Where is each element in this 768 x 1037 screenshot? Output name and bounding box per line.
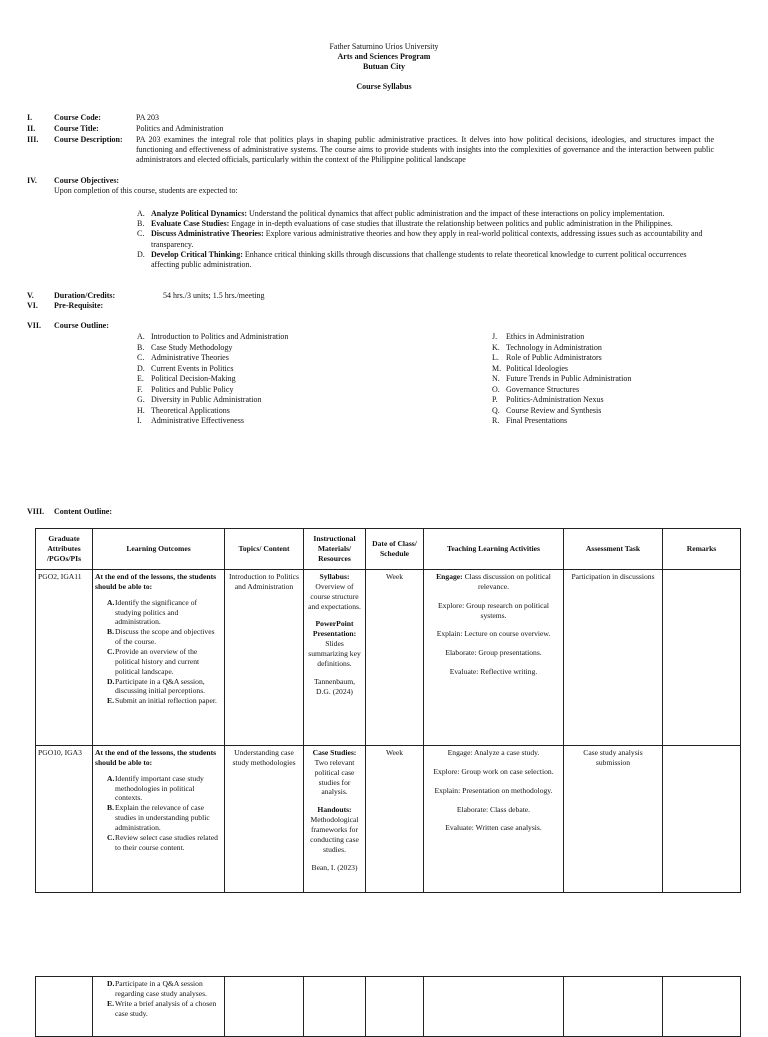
objective-item: C. Discuss Administrative Theories: Explore various administrative theories and how they apply in real-world political contexts, addressing issues such as accountability and transparency. <box>137 229 703 249</box>
objective-item: A. Analyze Political Dynamics: Understand the political dynamics that affect public administration and the impact of these interactions on policy implementation. <box>137 209 665 218</box>
list-item: A. Identify important case study methodologies in political contexts. <box>107 773 204 803</box>
topic-cell: Understanding case study methodologies <box>225 746 304 893</box>
activities-cell: Engage: Analyze a case study. Explore: Group work on case selection. Explain: Presentation on methodology. Elaborate: Class debate. Evaluate: Written case analysis. <box>424 746 564 893</box>
table-row <box>36 746 741 893</box>
activities-cell: Engage: Class discussion on political relevance. Explore: Group research on political systems. Explain: Lecture on course overview. Elaborate: Group presentations. Evaluate: Reflective writing. <box>424 570 564 746</box>
course-objectives-label: Course Objectives: <box>54 176 120 185</box>
schedule-cell: Week <box>366 746 424 893</box>
objectives-list <box>137 209 715 270</box>
outline-item: G. Diversity in Public Administration <box>137 395 262 405</box>
column-header: Assessment Task <box>564 529 663 570</box>
learning-outcomes-list <box>95 979 222 1018</box>
outline-list-right <box>492 332 732 427</box>
outline-item: F. Politics and Public Policy <box>137 384 234 394</box>
course-objectives-intro: Upon completion of this course, students are expected to: <box>54 186 238 195</box>
column-header: Graduate Attributes /PGOs/PIs <box>36 529 93 570</box>
table-header-row <box>36 529 741 570</box>
learning-outcomes-cell <box>93 977 225 1037</box>
outline-item: C. Administrative Theories <box>137 353 229 363</box>
outline-item: O. Governance Structures <box>492 384 580 394</box>
outline-item: R. Final Presentations <box>492 416 568 426</box>
learning-outcomes-intro: At the end of the lessons, the students should be able to: <box>95 572 217 591</box>
list-item: B. Discuss the scope and objectives of the course. <box>107 627 215 647</box>
learning-outcomes-list <box>95 598 222 706</box>
section-number: I. <box>27 113 33 122</box>
column-header: Remarks <box>663 529 741 570</box>
content-outline-table <box>35 528 741 893</box>
column-header: Instructional Materials/ Resources <box>304 529 366 570</box>
column-header: Date of Class/ Schedule <box>366 529 424 570</box>
duration-value: 54 hrs./3 units; 1.5 hrs./meeting <box>163 291 265 300</box>
learning-outcomes-cell <box>93 746 225 893</box>
outline-item: M. Political Ideologies <box>492 363 568 373</box>
column-header: Teaching Learning Activities <box>424 529 564 570</box>
content-outline-label: Content Outline: <box>54 507 112 516</box>
table-row <box>36 570 741 746</box>
outline-item: P. Politics-Administration Nexus <box>492 395 604 405</box>
materials-cell <box>304 977 366 1037</box>
remarks-cell <box>663 570 741 746</box>
remarks-cell <box>663 746 741 893</box>
graduate-attributes-cell: PGO2, IGA11 <box>36 570 93 746</box>
topic-cell: Introduction to Politics and Administration <box>225 570 304 746</box>
list-item: C. Provide an overview of the political history and current political landscape. <box>107 647 200 676</box>
outline-item: A. Introduction to Politics and Administration <box>137 332 289 341</box>
learning-outcomes-intro: At the end of the lessons, the students should be able to: <box>95 748 217 767</box>
section-number: IV. <box>27 176 37 185</box>
activities-cell <box>424 977 564 1037</box>
assessment-cell: Case study analysis submission <box>564 746 663 893</box>
course-description-value: PA 203 examines the integral role that politics plays in shaping public administrative practices. It delves into how political decisions, ideologies, and structures impact the functioning and effectiveness of administrative systems. The course aims to provide students with insights into the complexities of governance and the interaction between public administrators and elected officials, particularly within the context of the Philippine political landscape <box>136 135 714 165</box>
content-outline-table-continued <box>35 976 741 1037</box>
list-item: B. Explain the relevance of case studies in understanding public administration. <box>107 803 210 833</box>
course-code-label: Course Code: <box>54 113 101 122</box>
section-number: II. <box>27 124 36 133</box>
column-header: Topics/ Content <box>225 529 304 570</box>
outline-item: J. Ethics in Administration <box>492 332 585 341</box>
section-number: VII. <box>27 321 42 330</box>
course-outline-label: Course Outline: <box>54 321 109 330</box>
assessment-cell <box>564 977 663 1037</box>
remarks-cell <box>663 977 741 1037</box>
outline-item: E. Political Decision-Making <box>137 374 236 384</box>
learning-outcomes-cell <box>93 570 225 746</box>
objective-item: D. Develop Critical Thinking: Enhance critical thinking skills through discussions that challenge students to relate theoretical knowledge to current political occurrences affecting public administration. <box>137 249 687 270</box>
assessment-cell: Participation in discussions <box>564 570 663 746</box>
schedule-cell: Week <box>366 570 424 746</box>
list-item: C. Review select case studies related to their course content. <box>107 832 218 852</box>
list-item: E. Submit an initial reflection paper. <box>107 696 217 706</box>
outline-item: H. Theoretical Applications <box>137 405 230 415</box>
objective-item: B. Evaluate Case Studies: Engage in in-depth evaluations of case studies that illustrate the relationship between politics and public administration in the Philippines. <box>137 219 673 229</box>
outline-item: D. Current Events in Politics <box>137 363 234 373</box>
schedule-cell <box>366 977 424 1037</box>
duration-label: Duration/Credits: <box>54 291 116 300</box>
materials-cell: Case Studies: Two relevant political case studies for analysis. Handouts: Methodological frameworks for conducting case studies. Bean, I. (2023) <box>304 746 366 893</box>
list-item: D. Participate in a Q&A session regarding case study analyses. <box>107 979 207 998</box>
document-title: Course Syllabus <box>356 82 412 91</box>
learning-outcomes-list <box>95 774 222 853</box>
outline-item: Q. Course Review and Synthesis <box>492 405 602 415</box>
topic-cell <box>225 977 304 1037</box>
course-code-value: PA 203 <box>136 113 160 122</box>
graduate-attributes-cell: PGO10, IGA3 <box>36 746 93 893</box>
graduate-attributes-cell <box>36 977 93 1037</box>
section-number: VI. <box>27 301 38 310</box>
section-number: III. <box>27 135 39 144</box>
city-name: Butuan City <box>362 62 405 71</box>
list-item: A. Identify the significance of studying politics and administration. <box>107 597 198 627</box>
outline-item: N. Future Trends in Public Administration <box>492 374 632 384</box>
section-number: V. <box>27 291 34 300</box>
course-title-label: Course Title: <box>54 124 99 133</box>
outline-item: K. Technology in Administration <box>492 342 602 352</box>
outline-item: L. Role of Public Administrators <box>492 353 602 363</box>
materials-cell: Syllabus: Overview of course structure and expectations. PowerPoint Presentation: Slides summarizing key definitions. Tannenbaum, D.G. (2024) <box>304 570 366 746</box>
outline-item: I. Administrative Effectiveness <box>137 416 244 426</box>
table-row <box>36 977 741 1037</box>
list-item: D. Participate in a Q&A session, discussing initial perceptions. <box>107 676 206 696</box>
prerequisite-label: Pre-Requisite: <box>54 301 104 310</box>
program-name: Arts and Sciences Program <box>337 52 431 61</box>
university-name: Father Saturnino Urios University <box>329 42 439 51</box>
column-header: Learning Outcomes <box>93 529 225 570</box>
course-title-value: Politics and Administration <box>136 124 224 133</box>
course-description-label: Course Description: <box>54 135 123 144</box>
section-number: VIII. <box>27 507 45 516</box>
outline-list-left <box>137 332 377 427</box>
list-item: E. Write a brief analysis of a chosen case study. <box>107 998 217 1018</box>
outline-item: B. Case Study Methodology <box>137 342 233 352</box>
